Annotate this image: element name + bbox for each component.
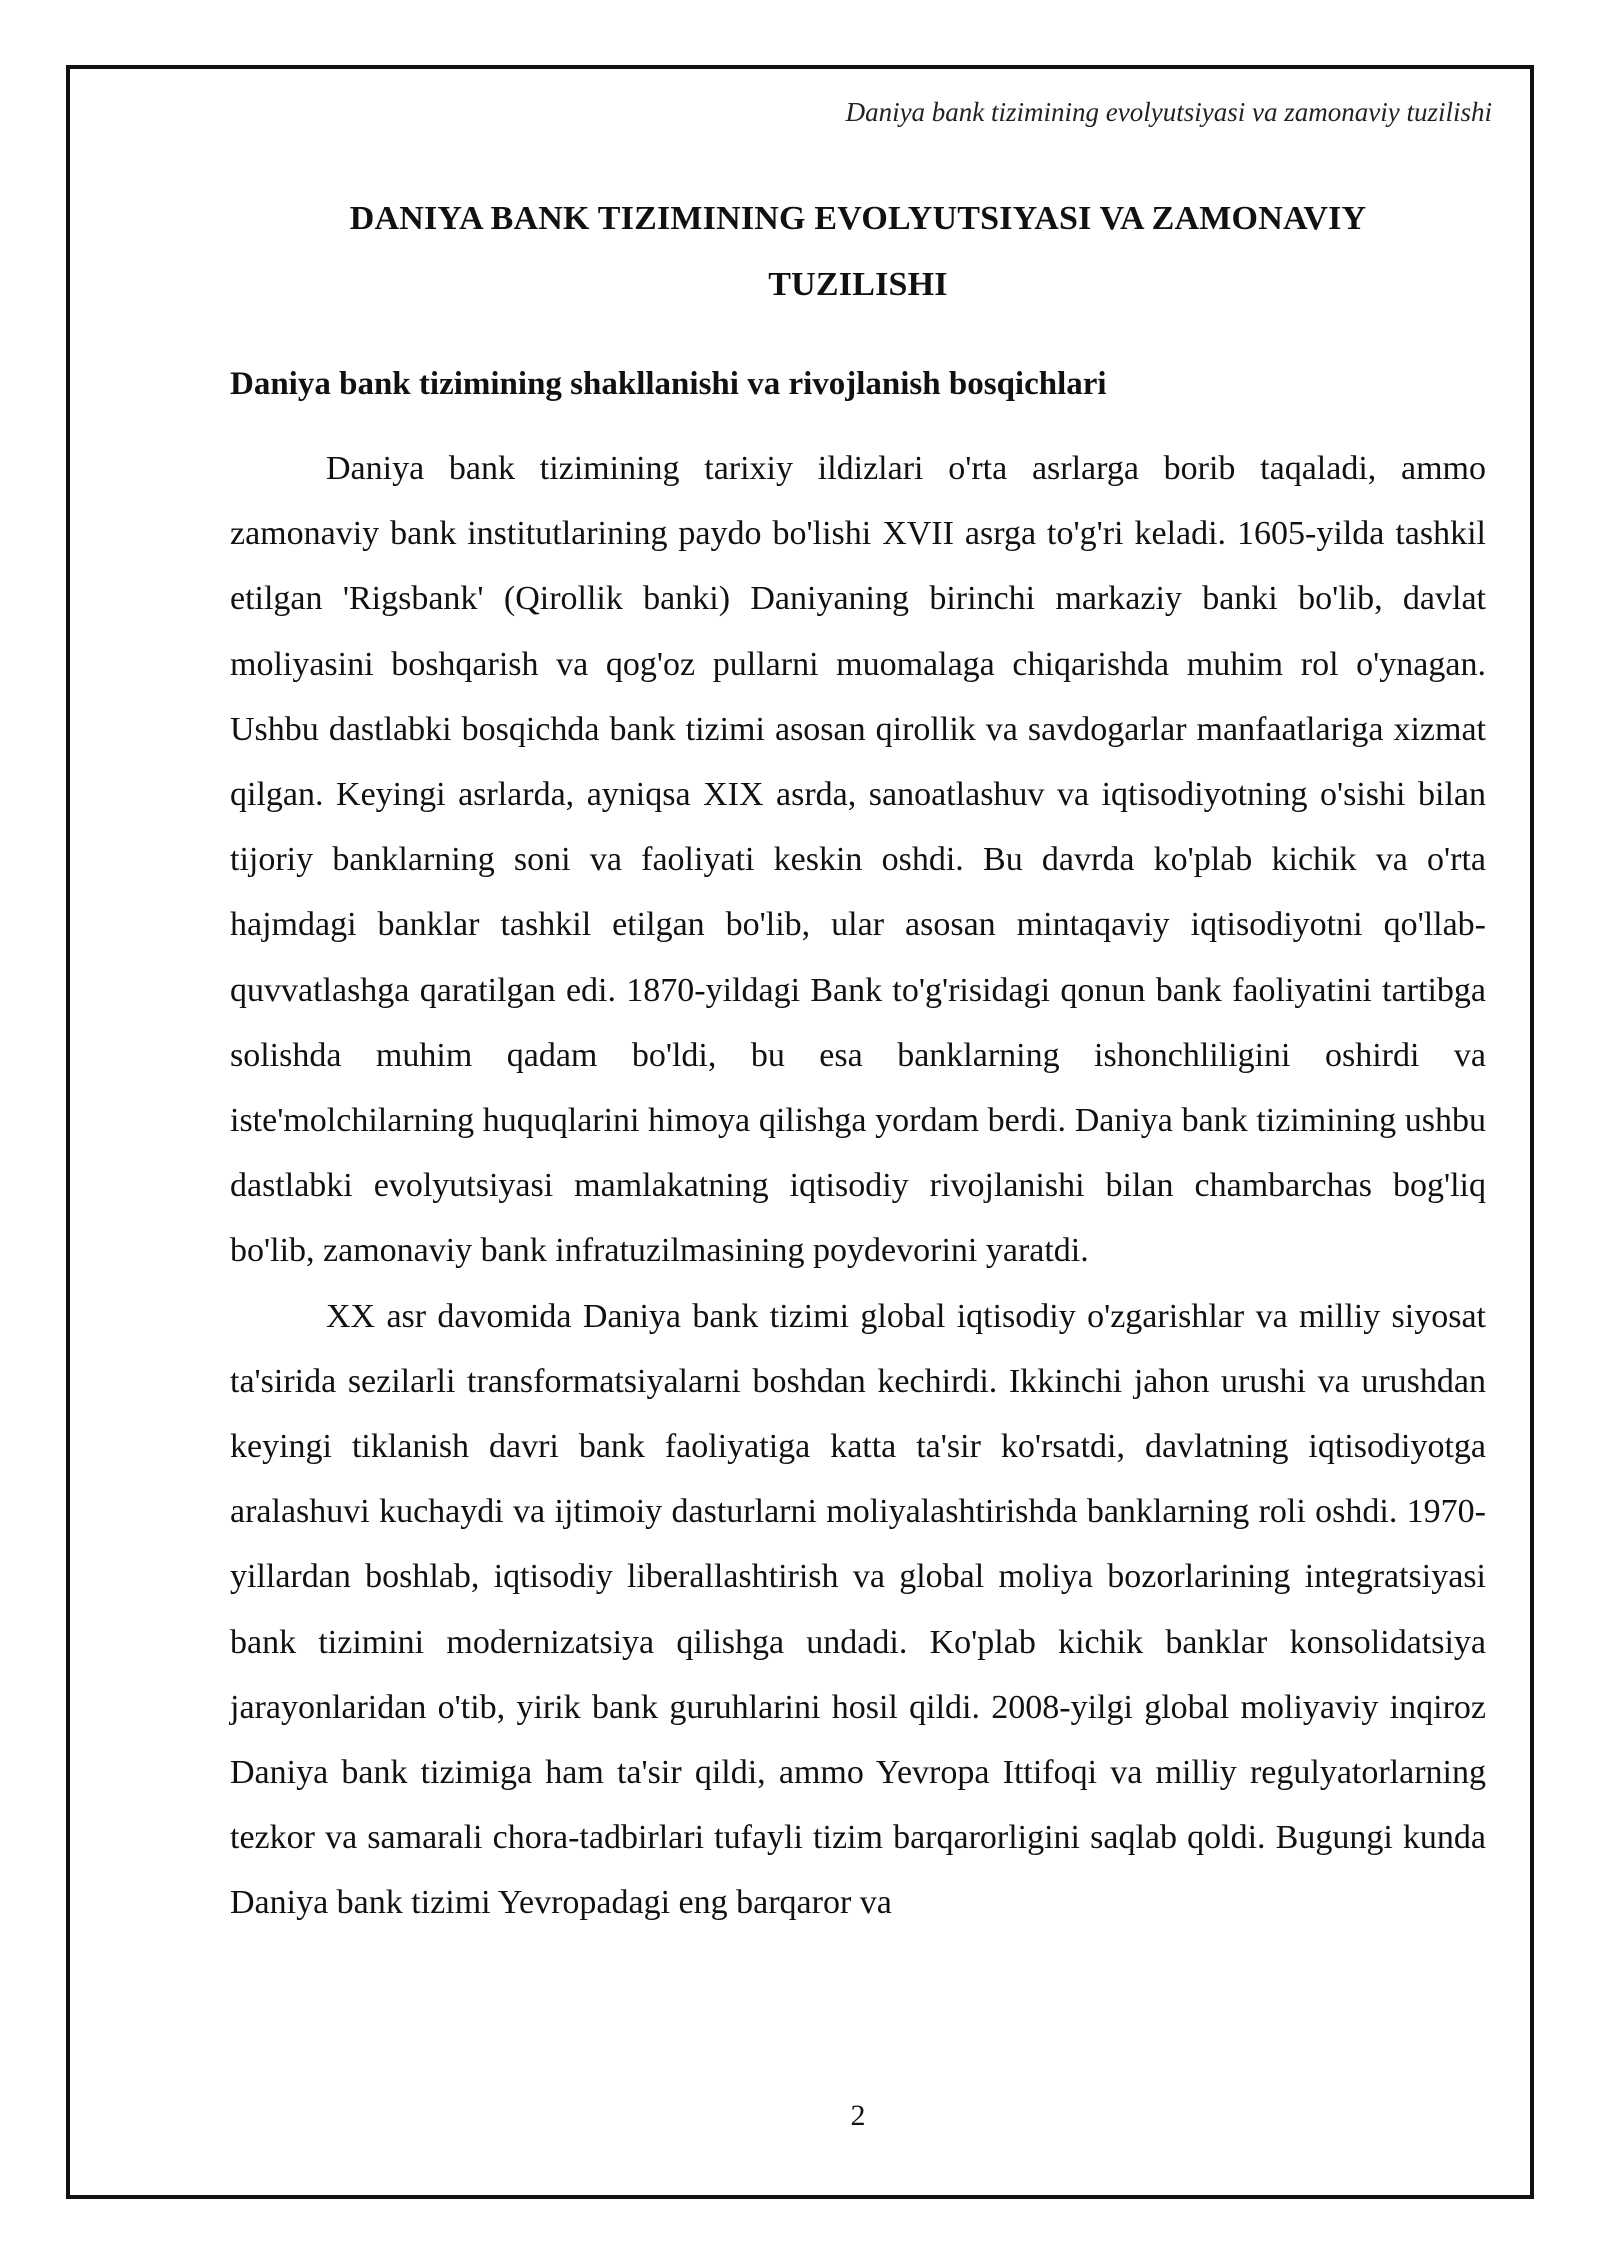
body-text — [230, 436, 1486, 1936]
document-title — [230, 186, 1486, 318]
document-title-line-2: TUZILISHI — [768, 266, 948, 303]
paragraph-2: XX asr davomida Daniya bank tizimi global iqtisodiy o'zgarishlar va milliy siyosat ta'sirida sezilarli transformatsiyalarni boshdan kechirdi. Ikkinchi jahon urushi va urushdan keyingi tiklanish davri bank faoliyatiga katta ta'sir ko'rsatdi, davlatning iqtisodiyotga aralashuvi kuchaydi va ijtimoiy dasturlarni moliyalashtirishda banklarning roli oshdi. 1970-yillardan boshlab, iqtisodiy liberallashtirish va global moliya bozorlarining integratsiyasi bank tizimini modernizatsiya qilishga undadi. Ko'plab kichik banklar konsolidatsiya jarayonlaridan o'tib, yirik bank guruhlarini hosil qildi. 2008-yilgi global moliyaviy inqiroz Daniya bank tizimiga ham ta'sir qildi, ammo Yevropa Ittifoqi va milliy regulyatorlarning tezkor va samarali chora-tadbirlari tufayli tizim barqarorligini saqlab qoldi. Bugungi kunda Daniya bank tizimi Yevropadagi eng barqaror va — [230, 1297, 1486, 1922]
paragraph-1: Daniya bank tizimining tarixiy ildizlari o'rta asrlarga borib taqaladi, ammo zamonaviy bank institutlarining paydo bo'lishi XVII asrga to'g'ri keladi. 1605-yilda tashkil etilgan 'Rigsbank' (Qirollik banki) Daniyaning birinchi markaziy banki bo'lib, davlat moliyasini boshqarish va qog'oz pullarni muomalaga chiqarishda muhim rol o'ynagan. Ushbu dastlabki bosqichda bank tizimi asosan qirollik va savdogarlar manfaatlariga xizmat qilgan. Keyingi asrlarda, ayniqsa XIX asrda, sanoatlashuv va iqtisodiyotning o'sishi bilan tijoriy banklarning soni va faoliyati keskin oshdi. Bu davrda ko'plab kichik va o'rta hajmdagi banklar tashkil etilgan bo'lib, ular asosan mintaqaviy iqtisodiyotni qo'llab-quvvatlashga qaratilgan edi. 1870-yildagi Bank to'g'risidagi qonun bank faoliyatini tartibga solishda muhim qadam bo'ldi, bu esa banklarning ishonchliligini oshirdi va iste'molchilarning huquqlarini himoya qilishga yordam berdi. Daniya bank tizimining ushbu dastlabki evolyutsiyasi mamlakatning iqtisodiy rivojlanishi bilan chambarchas bog'liq bo'lib, zamonaviy bank infratuzilmasining poydevorini yaratdi. — [230, 450, 1486, 1270]
running-header: Daniya bank tizimining evolyutsiyasi va zamonaviy tuzilishi — [845, 97, 1492, 127]
section-heading: Daniya bank tizimining shakllanishi va rivojlanish bosqichlari — [230, 366, 1107, 402]
page-number: 2 — [850, 2099, 866, 2132]
document-title-line-1: DANIYA BANK TIZIMINING EVOLYUTSIYASI VA ZAMONAVIY — [349, 200, 1367, 237]
